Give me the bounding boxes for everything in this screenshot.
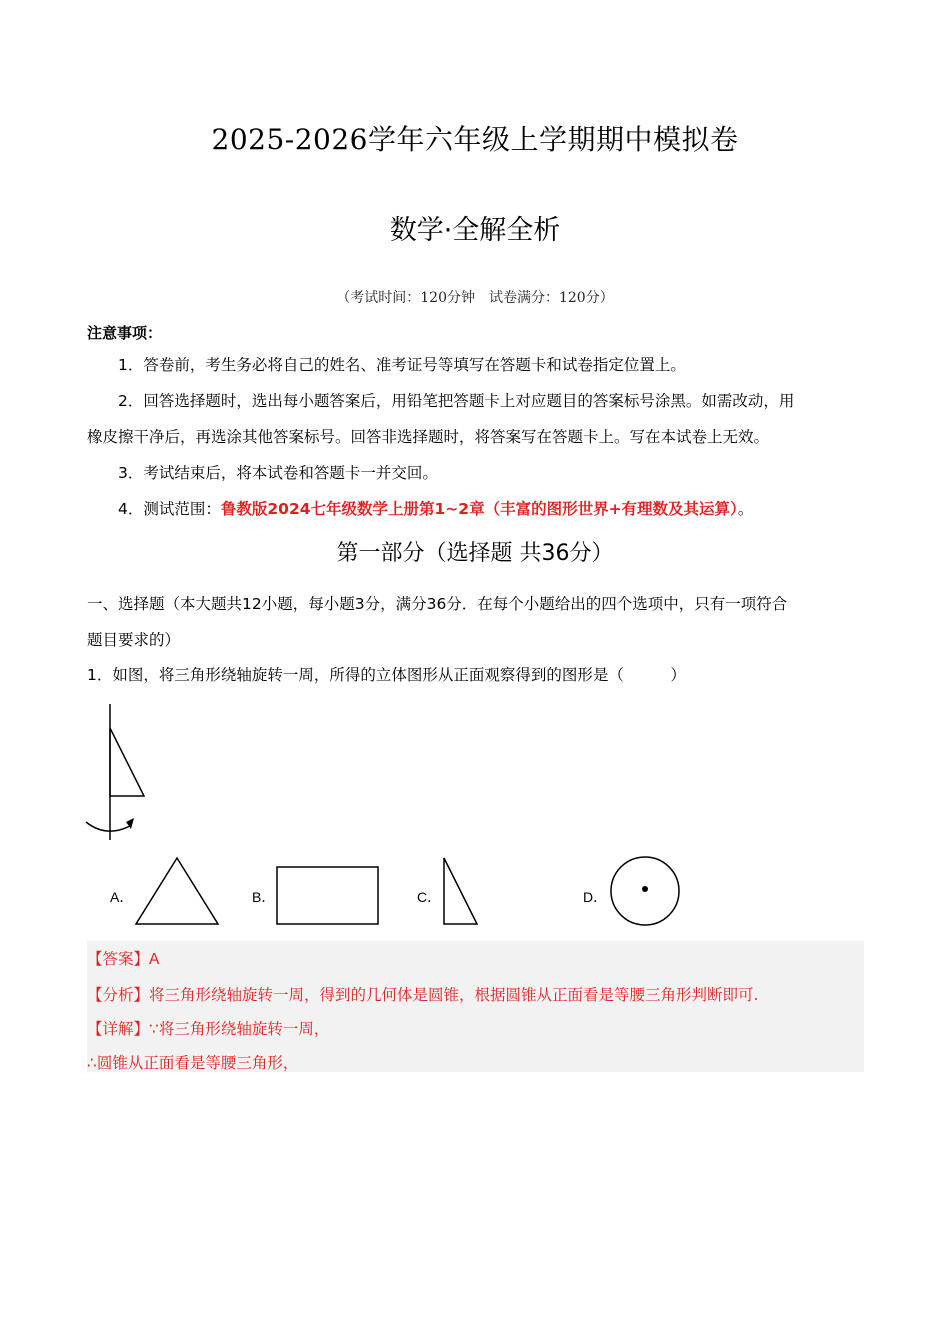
notice-heading: 注意事项： <box>87 324 163 342</box>
option-d-label: D． <box>583 889 608 905</box>
rotation-figure <box>78 700 168 845</box>
option-c-label: C． <box>417 889 442 905</box>
rotation-arc <box>86 822 130 831</box>
exam-timing: （考试时间：120分钟 试卷满分：120分） <box>336 290 614 306</box>
section-instructions <box>87 586 867 658</box>
scope-prefix: 4．测试范围： <box>118 500 221 518</box>
option-b-label: B． <box>252 889 276 905</box>
detail-text: ∵将三角形绕轴旋转一周， <box>149 1020 330 1038</box>
section-instructions-line2: 题目要求的） <box>87 631 181 649</box>
rectangle <box>277 867 378 924</box>
analysis-tag: 【分析】 <box>87 986 150 1004</box>
right-triangle-option <box>444 858 477 924</box>
section-instructions-line1: 一、选择题（本大题共12小题，每小题3分，满分36分．在每个小题给出的四个选项中，只有一项符合 <box>87 595 788 613</box>
exam-title: 2025-2026学年六年级上学期期中模拟卷 <box>211 123 739 156</box>
notice-item-2-cont: 橡皮擦干净后，再选涂其他答案标号。回答非选择题时，将答案写在答题卡上。写在本试卷上无效。 <box>87 428 770 446</box>
option-b-figure <box>276 866 380 926</box>
answer-value: A <box>149 951 160 968</box>
answer-line <box>87 947 159 969</box>
part1-title: 第一部分（选择题 共36分） <box>336 541 614 566</box>
right-triangle <box>110 728 144 796</box>
scope-range: 鲁教版2024七年级数学上册第1~2章（丰富的图形世界+有理数及其运算） <box>220 500 738 518</box>
notice-item-1: 1．答卷前，考生务必将自己的姓名、准考证号等填写在答题卡和试卷指定位置上。 <box>118 356 686 374</box>
option-d-figure <box>608 854 682 928</box>
answer-tag: 【答案】 <box>87 950 150 968</box>
detail-line <box>87 1017 329 1039</box>
notice-item-4 <box>118 491 878 527</box>
conclusion-line: ∴圆锥从正面看是等腰三角形， <box>87 1054 299 1072</box>
analysis-line <box>87 983 758 1005</box>
option-c-figure <box>440 855 480 927</box>
question-1-text: 1．如图，将三角形绕轴旋转一周，所得的立体图形从正面观察得到的图形是（ ） <box>87 666 686 684</box>
option-a-figure <box>134 855 220 927</box>
isosceles-triangle <box>136 858 218 924</box>
center-dot <box>642 886 648 892</box>
option-a-label: A． <box>110 889 134 905</box>
detail-tag: 【详解】 <box>87 1020 150 1038</box>
notice-item-2: 2．回答选择题时，选出每小题答案后，用铅笔把答题卡上对应题目的答案标号涂黑。如需改动，用 <box>118 392 795 410</box>
scope-suffix: 。 <box>737 500 754 518</box>
notice-item-3: 3．考试结束后，将本试卷和答题卡一并交回。 <box>118 464 438 482</box>
exam-subtitle: 数学·全解全析 <box>389 215 561 246</box>
analysis-text: 将三角形绕轴旋转一周，得到的几何体是圆锥，根据圆锥从正面看是等腰三角形判断即可. <box>149 986 759 1004</box>
